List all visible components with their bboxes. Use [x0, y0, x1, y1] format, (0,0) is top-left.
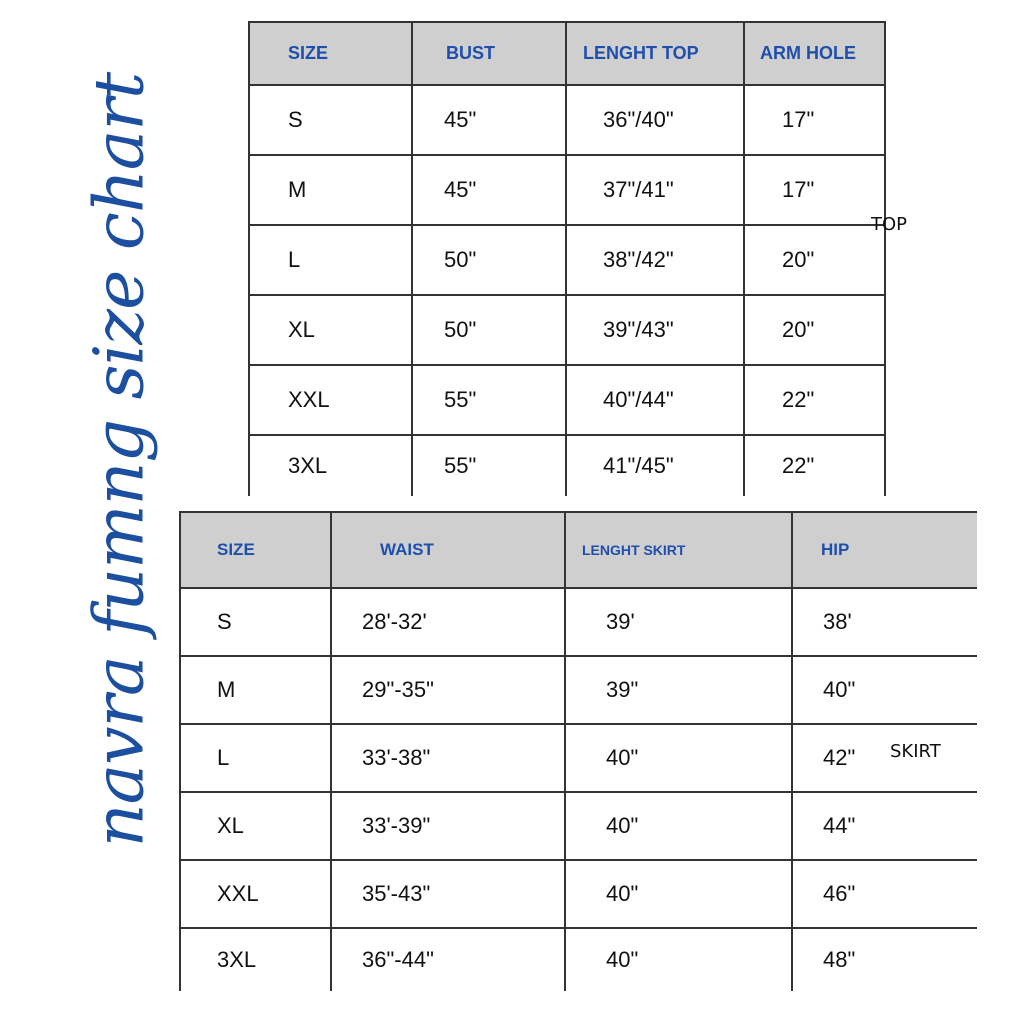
top-cell: 55": [412, 435, 566, 496]
skirt-table-row: [180, 860, 977, 928]
skirt-cell: XL: [180, 792, 331, 860]
top-cell: 50": [412, 295, 566, 365]
skirt-table-row: [180, 656, 977, 724]
top-cell: 38"/42": [566, 225, 744, 295]
skirt-cell: 39": [565, 656, 792, 724]
top-cell: 40"/44": [566, 365, 744, 435]
skirt-table-header-row: [180, 512, 977, 588]
top-cell: 17": [744, 85, 885, 155]
top-table-row: [249, 295, 885, 365]
top-cell: 17": [744, 155, 885, 225]
skirt-cell: 40": [792, 656, 977, 724]
top-header-length: LENGHT TOP: [566, 22, 744, 85]
skirt-cell: 40": [565, 928, 792, 991]
skirt-cell: 35'-43": [331, 860, 565, 928]
top-cell: 37"/41": [566, 155, 744, 225]
top-cell: 36"/40": [566, 85, 744, 155]
top-cell: XXL: [249, 365, 412, 435]
skirt-table-row: [180, 792, 977, 860]
skirt-header-waist: WAIST: [331, 512, 565, 588]
top-cell: 55": [412, 365, 566, 435]
skirt-cell: 38': [792, 588, 977, 656]
skirt-table-row: [180, 588, 977, 656]
skirt-header-length: LENGHT SKIRT: [565, 512, 792, 588]
skirt-size-table: [179, 511, 977, 991]
skirt-cell: 46": [792, 860, 977, 928]
top-cell: 3XL: [249, 435, 412, 496]
skirt-cell: M: [180, 656, 331, 724]
skirt-cell: 40": [565, 724, 792, 792]
skirt-cell: 40": [565, 860, 792, 928]
top-table-row: [249, 225, 885, 295]
top-cell: M: [249, 155, 412, 225]
skirt-table-row: [180, 928, 977, 991]
skirt-cell: 40": [565, 792, 792, 860]
top-table-row: [249, 85, 885, 155]
brand-title: navra fumng size chart: [80, 72, 160, 848]
top-header-armhole: ARM HOLE: [744, 22, 885, 85]
skirt-cell: 28'-32': [331, 588, 565, 656]
skirt-section-label: SKIRT: [890, 741, 941, 762]
top-cell: 39"/43": [566, 295, 744, 365]
top-cell: 20": [744, 295, 885, 365]
skirt-cell: 39': [565, 588, 792, 656]
top-table-row: [249, 155, 885, 225]
top-table-row: [249, 365, 885, 435]
skirt-cell: 44": [792, 792, 977, 860]
skirt-header-hip: HIP: [792, 512, 977, 588]
top-size-table: [248, 21, 886, 496]
top-table-row: [249, 435, 885, 496]
top-table-header-row: [249, 22, 885, 85]
top-cell: L: [249, 225, 412, 295]
top-cell: 45": [412, 85, 566, 155]
top-header-size: SIZE: [249, 22, 412, 85]
skirt-cell: 29"-35": [331, 656, 565, 724]
top-cell: S: [249, 85, 412, 155]
top-cell: 41"/45": [566, 435, 744, 496]
top-header-bust: BUST: [412, 22, 566, 85]
top-cell: 22": [744, 365, 885, 435]
skirt-cell: 42": [792, 724, 977, 792]
skirt-cell: 48": [792, 928, 977, 991]
skirt-table-row: [180, 724, 977, 792]
top-cell: 22": [744, 435, 885, 496]
top-cell: 50": [412, 225, 566, 295]
top-cell: 20": [744, 225, 885, 295]
skirt-cell: XXL: [180, 860, 331, 928]
skirt-cell: 3XL: [180, 928, 331, 991]
skirt-cell: 33'-39": [331, 792, 565, 860]
top-section-label: TOP: [871, 214, 908, 235]
skirt-cell: L: [180, 724, 331, 792]
top-cell: XL: [249, 295, 412, 365]
skirt-cell: S: [180, 588, 331, 656]
top-cell: 45": [412, 155, 566, 225]
skirt-cell: 36"-44": [331, 928, 565, 991]
skirt-header-size: SIZE: [180, 512, 331, 588]
skirt-cell: 33'-38": [331, 724, 565, 792]
